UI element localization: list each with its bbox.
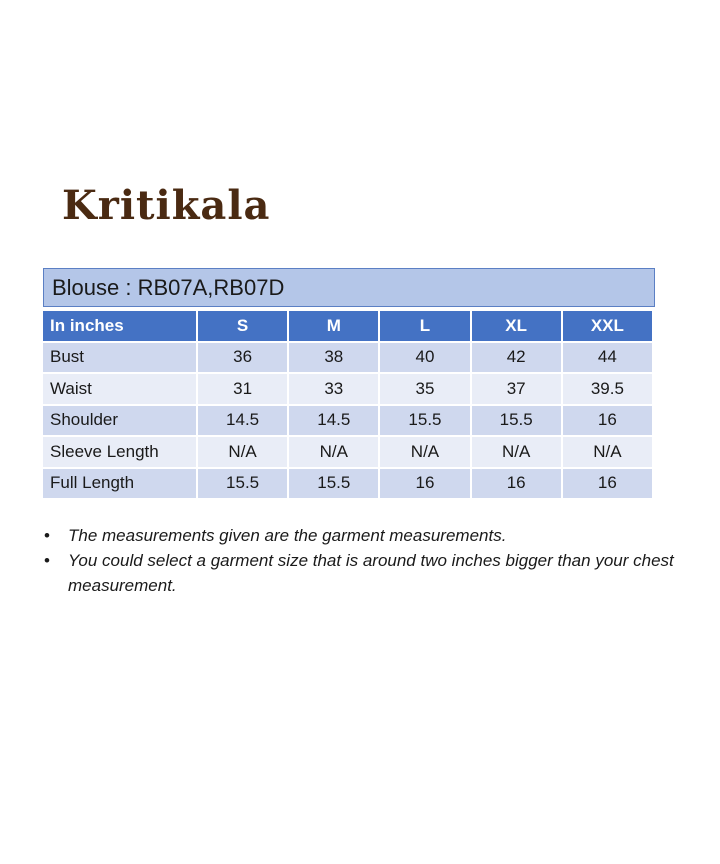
table-cell: 15.5 <box>380 406 469 436</box>
table-cell: 15.5 <box>198 469 287 499</box>
table-cell: 14.5 <box>289 406 378 436</box>
list-item <box>44 548 704 598</box>
table-cell: 15.5 <box>289 469 378 499</box>
size-chart-table <box>41 309 654 500</box>
brand-logo: Kritikala <box>62 182 271 229</box>
table-cell: 38 <box>289 343 378 373</box>
header-cell-xxl: XXL <box>563 311 652 341</box>
header-cell-m: M <box>289 311 378 341</box>
table-cell: N/A <box>472 437 561 467</box>
row-label: Shoulder <box>43 406 196 436</box>
table-row-full-length <box>43 469 652 499</box>
list-item <box>44 523 704 548</box>
header-cell-s: S <box>198 311 287 341</box>
table-header-row <box>43 311 652 341</box>
row-label: Sleeve Length <box>43 437 196 467</box>
table-cell: 16 <box>472 469 561 499</box>
table-cell: 35 <box>380 374 469 404</box>
table-cell: 39.5 <box>563 374 652 404</box>
header-cell-xl: XL <box>472 311 561 341</box>
table-cell: 31 <box>198 374 287 404</box>
table-row-bust <box>43 343 652 373</box>
header-cell-unit: In inches <box>43 311 196 341</box>
table-row-shoulder <box>43 406 652 436</box>
table-cell: 15.5 <box>472 406 561 436</box>
bullet-icon: • <box>44 526 50 545</box>
note-text: You could select a garment size that is around two inches bigger than your chest measurement. <box>68 551 674 595</box>
table-cell: 42 <box>472 343 561 373</box>
table-title <box>43 268 655 307</box>
notes-list <box>44 523 704 598</box>
table-cell: N/A <box>198 437 287 467</box>
table-cell: 44 <box>563 343 652 373</box>
table-cell: 16 <box>563 469 652 499</box>
table-cell: 16 <box>563 406 652 436</box>
bullet-icon: • <box>44 551 50 570</box>
table-cell: 33 <box>289 374 378 404</box>
table-title-text: Blouse : RB07A,RB07D <box>52 274 285 300</box>
header-cell-l: L <box>380 311 469 341</box>
table-cell: 40 <box>380 343 469 373</box>
table-cell: 36 <box>198 343 287 373</box>
table-row-sleeve-length <box>43 437 652 467</box>
table-cell: N/A <box>289 437 378 467</box>
table-cell: 37 <box>472 374 561 404</box>
table-row-waist <box>43 374 652 404</box>
table-cell: N/A <box>563 437 652 467</box>
table-cell: 14.5 <box>198 406 287 436</box>
row-label: Bust <box>43 343 196 373</box>
row-label: Full Length <box>43 469 196 499</box>
note-text: The measurements given are the garment measurements. <box>68 526 507 545</box>
row-label: Waist <box>43 374 196 404</box>
table-cell: 16 <box>380 469 469 499</box>
table-cell: N/A <box>380 437 469 467</box>
